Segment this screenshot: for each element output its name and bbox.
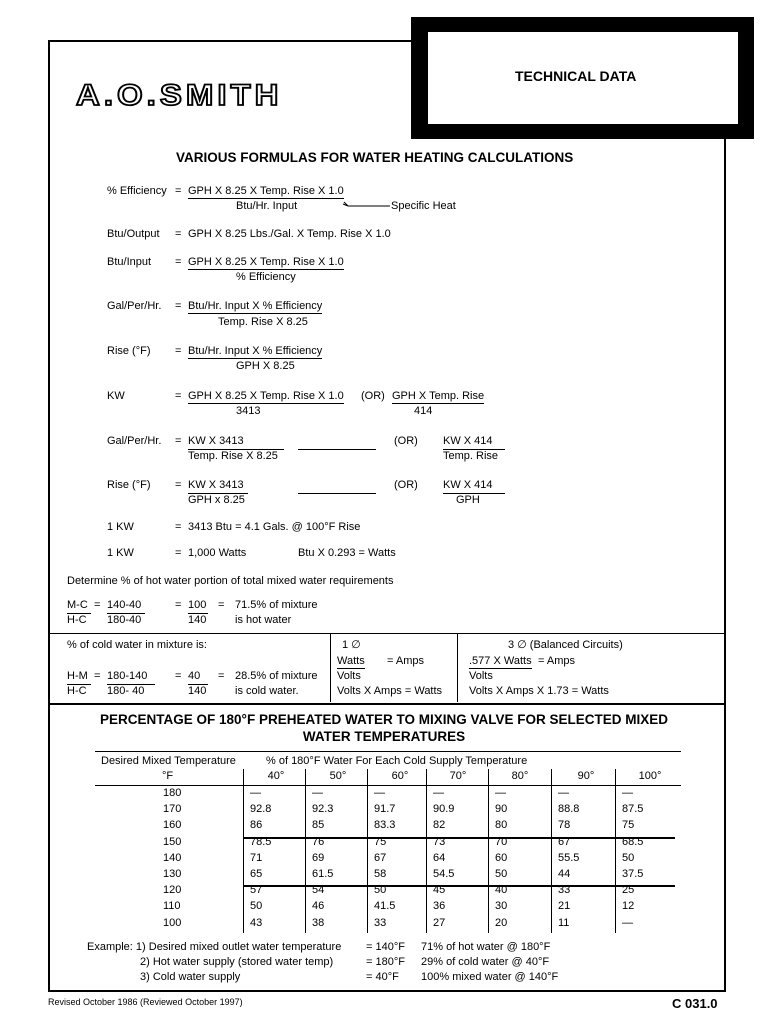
table-cell: 75	[622, 819, 635, 832]
section-divider	[48, 703, 726, 705]
row-temp: 180	[163, 787, 182, 799]
table-group-rule	[243, 837, 675, 839]
three-volts: Volts	[469, 670, 493, 682]
table-cell: 91.7	[374, 803, 396, 816]
btu-input-label: Btu/Input	[107, 256, 152, 268]
row-temp: 150	[163, 835, 182, 848]
equals-sign: =	[175, 390, 182, 402]
or-label: (OR)	[361, 390, 385, 402]
table-cell: 40	[495, 884, 508, 897]
table-cell: 69	[312, 851, 325, 864]
table-col0-unit: °F	[162, 770, 174, 782]
table-cell: 27	[433, 916, 446, 929]
rise2-denominator: GPH x 8.25	[188, 494, 245, 506]
page-title: VARIOUS FORMULAS FOR WATER HEATING CALCULATIONS	[176, 150, 574, 165]
kw-denominator: 3413	[236, 405, 261, 417]
btu-output-label: Btu/Output	[107, 228, 160, 240]
example-line2: 2) Hot water supply (stored water temp)	[140, 956, 334, 968]
table-cell: —	[495, 787, 506, 799]
equals-sign: =	[175, 599, 182, 611]
mix-hm: H-M	[67, 670, 88, 682]
equals-sign: =	[175, 228, 182, 240]
one-kw-expr2: 1,000 Watts	[188, 547, 247, 559]
revised-note: Revised October 1986 (Reviewed October 1997)	[48, 997, 243, 1007]
table-cell: 90.9	[433, 803, 455, 816]
mix-intro: Determine % of hot water portion of total mixed water requirements	[67, 575, 394, 587]
gph2-label: Gal/Per/Hr.	[107, 435, 162, 447]
equals-sign: =	[175, 256, 182, 268]
gph-numerator: Btu/Hr. Input X % Efficiency	[188, 300, 323, 312]
three-phase-head: 3 ∅ (Balanced Circuits)	[508, 639, 623, 651]
single-volts: Volts	[337, 670, 361, 682]
cold-temp-head: 90°	[577, 770, 595, 782]
equals-sign: =	[175, 185, 182, 197]
row-temp: 130	[163, 868, 182, 880]
table-head-rule	[95, 785, 681, 786]
kw-label: KW	[107, 390, 125, 402]
mix-den2b: 140	[188, 685, 207, 697]
table-cell: 86	[250, 819, 263, 832]
table-cell: —	[250, 787, 261, 799]
equals-sign: =	[94, 670, 101, 682]
table-cell: 11	[558, 916, 570, 929]
table-cell: 60	[495, 851, 508, 864]
gph-label: Gal/Per/Hr.	[107, 300, 162, 312]
efficiency-denominator: Btu/Hr. Input	[236, 200, 298, 212]
table-column-divider	[615, 769, 616, 933]
equals-sign: =	[175, 435, 182, 447]
table-cell: 87.5	[622, 803, 644, 816]
table-cell: 83.3	[374, 819, 396, 832]
mix-res1b: is hot water	[235, 614, 292, 626]
table-cell: 50	[622, 851, 635, 864]
table-cell: 50	[250, 900, 263, 913]
mix-res2b: is cold water.	[235, 685, 299, 697]
equals-sign: =	[218, 599, 225, 611]
btu-output-expr: GPH X 8.25 Lbs./Gal. X Temp. Rise X 1.0	[188, 228, 391, 240]
example-line1-result: 71% of hot water @ 180°F	[421, 941, 551, 953]
table-cell: 71	[250, 851, 263, 864]
mix-mc: M-C	[67, 599, 88, 611]
three-amps: = Amps	[538, 655, 575, 667]
table-cell: 58	[374, 868, 387, 880]
table-cell: 36	[433, 900, 446, 913]
row-temp: 160	[163, 819, 182, 832]
table-cell: 21	[558, 900, 571, 913]
gph2-denominator: Temp. Rise X 8.25	[188, 450, 278, 462]
table-cell: 82	[433, 819, 446, 832]
table-cell: —	[433, 787, 444, 799]
row-temp: 100	[163, 916, 182, 929]
kw-alt-numerator: GPH X Temp. Rise	[392, 390, 485, 402]
table-cell: 37.5	[622, 868, 644, 880]
arrow-icon	[340, 198, 392, 210]
brand-logo: A.O.SMITH	[76, 78, 283, 112]
row-temp: 120	[163, 884, 182, 897]
page-frame	[48, 40, 726, 992]
table-cell: 80	[495, 819, 508, 832]
table-cell: 25	[622, 884, 635, 897]
table-cell: 67	[558, 835, 571, 848]
example-line2-result: 29% of cold water @ 40°F	[421, 956, 550, 968]
table-cell: 30	[495, 900, 508, 913]
table-cell: 38	[312, 916, 325, 929]
equals-sign: =	[175, 479, 182, 491]
kw-numerator: GPH X 8.25 X Temp. Rise X 1.0	[188, 390, 344, 402]
table-column-divider	[426, 769, 427, 933]
btu-input-denominator: % Efficiency	[236, 271, 296, 283]
three-numerator: .577 X Watts	[469, 655, 532, 667]
mix-den1: 180-40	[107, 614, 142, 626]
rise-label: Rise (°F)	[107, 345, 151, 357]
cold-temp-head: 40°	[267, 770, 285, 782]
table-cell: 12	[622, 900, 635, 913]
rise2-label: Rise (°F)	[107, 479, 151, 491]
example-line3-result: 100% mixed water @ 140°F	[421, 971, 559, 983]
table-column-divider	[551, 769, 552, 933]
table-cell: 33	[374, 916, 387, 929]
table-cell: 64	[433, 851, 446, 864]
mix-num2b: 40	[188, 670, 201, 682]
blank-line	[298, 449, 376, 450]
mix-hc: H-C	[67, 614, 87, 626]
table-cell: 68.5	[622, 835, 644, 848]
equals-sign: =	[175, 547, 182, 559]
table-cell: 54.5	[433, 868, 455, 880]
example-line1: Example: 1) Desired mixed outlet water temperature	[87, 941, 342, 953]
table-title-line2: WATER TEMPERATURES	[302, 729, 466, 744]
cold-temp-head: 60°	[391, 770, 409, 782]
equals-sign: =	[175, 345, 182, 357]
gph2-alt-denominator: Temp. Rise	[443, 450, 499, 462]
equals-sign: =	[94, 599, 101, 611]
table-cell: 78	[558, 819, 571, 832]
rise2-alt-denominator: GPH	[456, 494, 480, 506]
mix-res1a: 71.5% of mixture	[235, 599, 318, 611]
row-temp: 170	[163, 803, 182, 816]
cold-temp-head: 80°	[511, 770, 529, 782]
table-cell: 78.5	[250, 835, 272, 848]
gph2-numerator: KW X 3413	[188, 435, 244, 447]
mix-num1b: 100	[188, 599, 207, 611]
table-cell: 65	[250, 868, 263, 880]
cold-temp-head: 100°	[638, 770, 662, 782]
document-code: C 031.0	[672, 996, 718, 1011]
gph2-alt-numerator: KW X 414	[443, 435, 493, 447]
table-cell: 57	[250, 884, 263, 897]
table-column-divider	[243, 769, 244, 933]
table-group-rule	[243, 885, 675, 887]
mix-num2: 180-140	[107, 670, 148, 682]
table-cell: 85	[312, 819, 325, 832]
three-expr: Volts X Amps X 1.73 = Watts	[469, 685, 609, 697]
table-cell: —	[622, 787, 633, 799]
single-watts: Watts	[337, 655, 365, 667]
table-top-rule	[95, 751, 681, 752]
blank-line	[298, 493, 376, 494]
table-cell: 75	[374, 835, 387, 848]
table-cell: —	[312, 787, 323, 799]
table-cell: 54	[312, 884, 325, 897]
equals-sign: =	[175, 670, 182, 682]
row-temp: 140	[163, 851, 182, 864]
table-cell: —	[622, 916, 633, 929]
table-cell: 92.8	[250, 803, 272, 816]
example-line3: 3) Cold water supply	[140, 971, 241, 983]
table-cell: 92.3	[312, 803, 334, 816]
column-divider	[457, 634, 458, 702]
btu-watts-expr: Btu X 0.293 = Watts	[298, 547, 396, 559]
rise-numerator: Btu/Hr. Input X % Efficiency	[188, 345, 323, 357]
example-line1-value: = 140°F	[366, 941, 405, 953]
mix-res2a: 28.5% of mixture	[235, 670, 318, 682]
table-column-divider	[305, 769, 306, 933]
mix-den2: 180- 40	[107, 685, 145, 697]
one-kw-label: 1 KW	[107, 547, 134, 559]
table-column-divider	[488, 769, 489, 933]
table-cell: 67	[374, 851, 387, 864]
kw-alt-denominator: 414	[414, 405, 433, 417]
table-cell: 61.5	[312, 868, 334, 880]
equals-sign: =	[175, 300, 182, 312]
table-cell: 50	[374, 884, 387, 897]
column-divider	[330, 634, 331, 702]
table-cell: 88.8	[558, 803, 580, 816]
cold-temp-head: 70°	[449, 770, 467, 782]
table-cell: 76	[312, 835, 325, 848]
single-expr: Volts X Amps = Watts	[337, 685, 443, 697]
table-col0-head: Desired Mixed Temperature	[101, 755, 236, 767]
table-cell: 55.5	[558, 851, 580, 864]
table-cell: 90	[495, 803, 508, 816]
one-kw-label: 1 KW	[107, 521, 134, 533]
table-group-head: % of 180°F Water For Each Cold Supply Temperature	[266, 755, 528, 767]
cold-intro: % of cold water in mixture is:	[67, 639, 207, 651]
or-label: (OR)	[394, 435, 418, 447]
table-column-divider	[367, 769, 368, 933]
equals-sign: =	[175, 521, 182, 533]
equals-sign: =	[218, 670, 225, 682]
section-divider	[48, 633, 726, 634]
rise2-numerator: KW X 3413	[188, 479, 244, 491]
table-cell: 20	[495, 916, 508, 929]
btu-input-numerator: GPH X 8.25 X Temp. Rise X 1.0	[188, 256, 344, 268]
rise2-alt-numerator: KW X 414	[443, 479, 493, 491]
or-label: (OR)	[394, 479, 418, 491]
table-cell: 73	[433, 835, 446, 848]
row-temp: 110	[163, 900, 181, 913]
table-cell: 33	[558, 884, 571, 897]
example-line3-value: = 40°F	[366, 971, 399, 983]
table-cell: 43	[250, 916, 263, 929]
mix-num1: 140-40	[107, 599, 142, 611]
technical-data-label: TECHNICAL DATA	[515, 68, 637, 84]
mix-den1b: 140	[188, 614, 207, 626]
table-cell: —	[374, 787, 385, 799]
rise-denominator: GPH X 8.25	[236, 360, 295, 372]
table-cell: 50	[495, 868, 508, 880]
table-cell: 41.5	[374, 900, 396, 913]
table-cell: 70	[495, 835, 508, 848]
single-phase-head: 1 ∅	[342, 639, 361, 651]
table-title-line1: PERCENTAGE OF 180°F PREHEATED WATER TO MIXING VALVE FOR SELECTED MIXED	[100, 712, 668, 727]
one-kw-expr1: 3413 Btu = 4.1 Gals. @ 100°F Rise	[188, 521, 361, 533]
table-cell: —	[558, 787, 569, 799]
cold-temp-head: 50°	[329, 770, 347, 782]
example-line2-value: = 180°F	[366, 956, 405, 968]
table-cell: 44	[558, 868, 571, 880]
mix-hc2: H-C	[67, 685, 87, 697]
table-cell: 46	[312, 900, 325, 913]
specific-heat-label: Specific Heat	[391, 200, 456, 212]
gph-denominator: Temp. Rise X 8.25	[218, 316, 308, 328]
single-amps: = Amps	[387, 655, 424, 667]
table-cell: 45	[433, 884, 446, 897]
efficiency-label: % Efficiency	[107, 185, 167, 197]
efficiency-numerator: GPH X 8.25 X Temp. Rise X 1.0	[188, 185, 344, 197]
